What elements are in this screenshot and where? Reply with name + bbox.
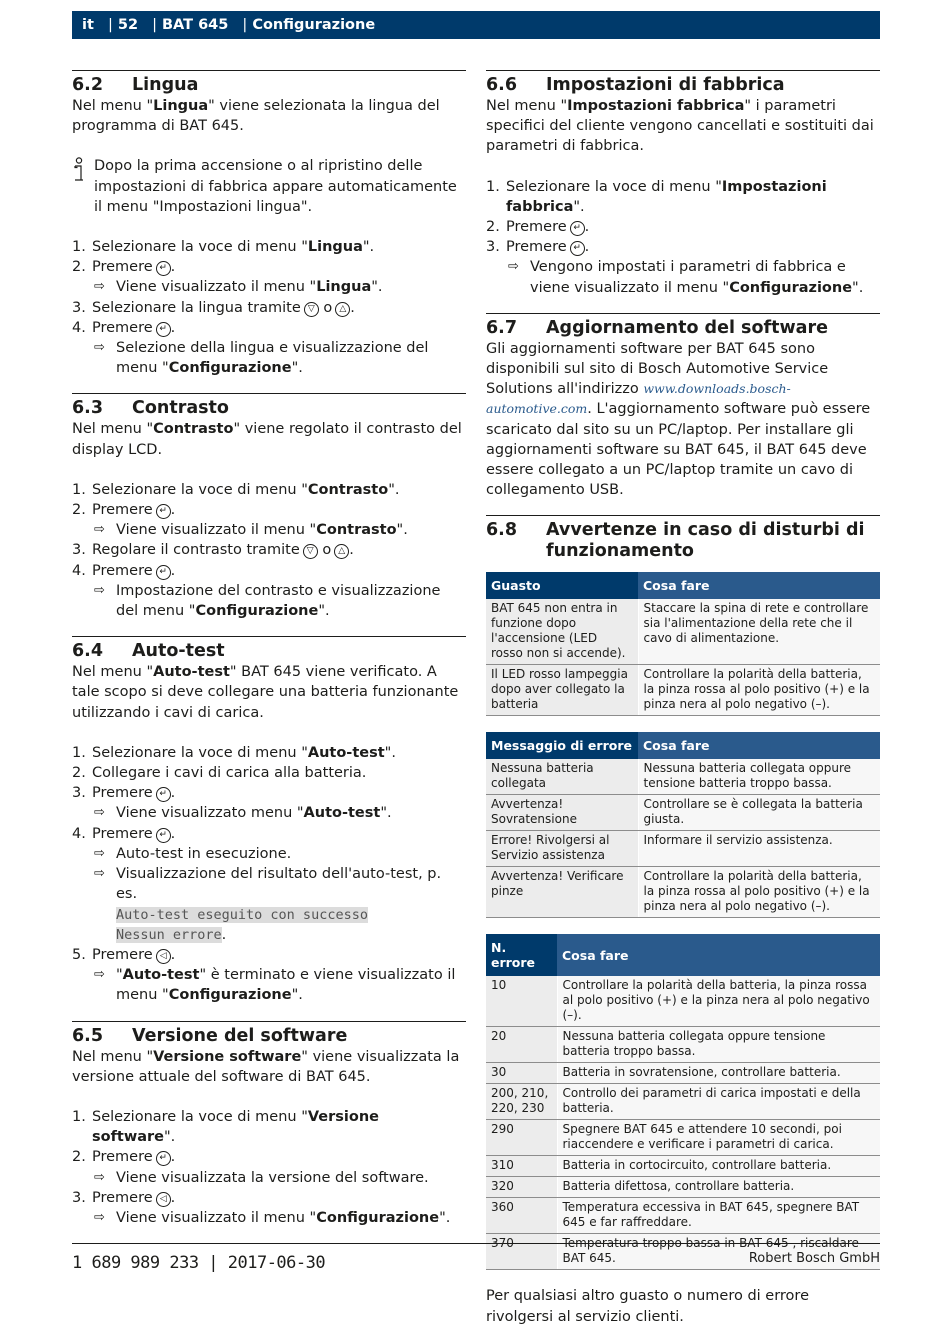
footer-divider <box>72 1243 880 1244</box>
step-result: ⇨ Auto-test in esecuzione. <box>72 844 466 864</box>
enter-key-icon: ↵ <box>156 565 171 580</box>
steps-list <box>72 743 466 1006</box>
section-versione-software <box>72 1021 466 1229</box>
left-column <box>72 70 466 1228</box>
right-column <box>486 70 880 1327</box>
table-header: Guasto <box>486 572 638 599</box>
steps-list <box>72 237 466 378</box>
table-row: Avvertenza! Verificare pinze Controllare la polarità della batteria, la pinza rossa al polo positivo (+) e la pinza nera al polo negativo (–). <box>486 867 880 918</box>
section-intro: Nel menu "Lingua" viene selezionata la lingua del programma di BAT 645. <box>72 98 440 135</box>
table-row: Errore! Rivolgersi al Servizio assistenza Informare il servizio assistenza. <box>486 831 880 867</box>
enter-key-icon: ↵ <box>570 241 585 256</box>
download-link[interactable]: www.downloads.bosch-automotive.com <box>486 381 791 417</box>
arrow-icon: ⇨ <box>94 1209 105 1225</box>
fault-table <box>486 572 880 716</box>
arrow-icon: ⇨ <box>94 866 105 882</box>
step-result: ⇨ Visualizzazione del risultato dell'auto-test, p. es. Auto-test eseguito con successo Nessun errore. <box>72 864 466 945</box>
table-row: 30 Batteria in sovratensione, controllare batteria. <box>486 1063 880 1084</box>
table-row: BAT 645 non entra in funzione dopo l'accensione (LED rosso non si accende). Staccare la spina di rete e controllare sia l'alimentazione della rete che il cavo di alimentazione. <box>486 599 880 665</box>
page-header: it | 52 | BAT 645 | Configurazione <box>72 11 880 39</box>
step: 2. Premere ↵ . <box>72 502 176 519</box>
header-product: BAT 645 <box>162 17 229 33</box>
arrow-icon: ⇨ <box>508 259 519 275</box>
error-code-table <box>486 934 880 1270</box>
section-impostazioni-fabbrica <box>486 70 880 298</box>
section-title: 6.6 Impostazioni di fabbrica <box>486 75 785 95</box>
table-header: Cosa fare <box>557 934 880 976</box>
arrow-icon: ⇨ <box>94 845 105 861</box>
step: 3. Premere ◁ . <box>72 1189 176 1206</box>
section-title: 6.4 Auto-test <box>72 641 225 662</box>
table-row: 320 Batteria difettosa, controllare batteria. <box>486 1177 880 1198</box>
enter-key-icon: ↵ <box>156 1151 171 1166</box>
table-header: Cosa fare <box>638 572 880 599</box>
section-title: 6.3 Contrasto <box>72 398 229 419</box>
table-row: 20 Nessuna batteria collegata oppure tensione batteria troppo bassa. <box>486 1027 880 1063</box>
back-key-icon: ◁ <box>156 949 171 964</box>
section-intro: Nel menu "Impostazioni fabbrica" i parametri specifici del cliente vengono cancellati e sostituiti dai parametri di fabbrica. <box>486 98 874 155</box>
section-intro: Nel menu "Versione software" viene visualizzata la versione attuale del software di BAT 645. <box>72 1048 460 1085</box>
table-row: 200, 210, 220, 230 Controllo dei parametri di carica impostati e della batteria. <box>486 1084 880 1120</box>
up-key-icon: △ <box>334 544 349 559</box>
table-row: Nessuna batteria collegata Nessuna batteria collegata oppure tensione batteria troppo bassa. <box>486 759 880 795</box>
step: 4. Premere ↵ . <box>72 319 176 336</box>
arrow-icon: ⇨ <box>94 340 105 356</box>
section-auto-test <box>72 636 466 1005</box>
table-row: Avvertenza! Sovratensione Controllare se è collegata la batteria giusta. <box>486 795 880 831</box>
section-intro: Nel menu "Contrasto" viene regolato il contrasto del display LCD. <box>72 421 462 458</box>
step-result: ⇨ Selezione della lingua e visualizzazione del menu "Configurazione". <box>72 338 466 378</box>
step: 4. Premere ↵ . <box>72 562 176 579</box>
down-key-icon: ▽ <box>303 544 318 559</box>
header-page: 52 <box>117 17 139 33</box>
header-lang: it <box>82 17 94 33</box>
enter-key-icon: ↵ <box>156 504 171 519</box>
table-row: 10 Controllare la polarità della batteria, la pinza rossa al polo positivo (+) e la pinza nera al polo negativo (–). <box>486 976 880 1027</box>
step: 3. Premere ↵ . <box>486 239 590 256</box>
step: 1. Selezionare la voce di menu "Contrasto". <box>72 481 400 498</box>
enter-key-icon: ↵ <box>156 261 171 276</box>
table-row: 360 Temperatura eccessiva in BAT 645, spegnere BAT 645 e far raffreddare. <box>486 1198 880 1234</box>
display-text: Nessun errore <box>116 926 222 943</box>
step: 5. Premere ◁ . <box>72 946 176 963</box>
display-text: Auto-test eseguito con successo <box>116 906 368 923</box>
step: 2. Collegare i cavi di carica alla batteria. <box>72 765 367 782</box>
footer-company: Robert Bosch GmbH <box>748 1251 880 1266</box>
section-text: Gli aggiornamenti software per BAT 645 sono disponibili sul sito di Bosch Automotive Service Solutions all'indirizzo www.downloads.bosch-automotive.com. L'aggiornamento software può essere scaricato dal sito su un PC/laptop. Per installare gli aggiornamenti software su BAT 645, il BAT 645 deve essere collegato a un PC/laptop tramite un cavo di collegamento USB. <box>486 340 871 499</box>
step-result: ⇨ Viene visualizzato il menu "Contrasto". <box>72 520 466 540</box>
table-row: 370 Temperatura troppo bassa in BAT 645 , riscaldare BAT 645. <box>486 1234 880 1270</box>
arrow-icon: ⇨ <box>94 967 105 983</box>
step: 3. Premere ↵ . <box>72 785 176 802</box>
enter-key-icon: ↵ <box>570 221 585 236</box>
error-message-table <box>486 732 880 918</box>
step: 2. Premere ↵ . <box>72 259 176 276</box>
note: Dopo la prima accensione o al ripristino delle impostazioni di fabbrica appare automaticamente il menu "Impostazioni lingua". <box>72 156 466 217</box>
closing-text: Per qualsiasi altro guasto o numero di errore rivolgersi al servizio clienti. <box>486 1288 809 1325</box>
arrow-icon: ⇨ <box>94 279 105 295</box>
enter-key-icon: ↵ <box>156 787 171 802</box>
up-key-icon: △ <box>335 302 350 317</box>
steps-list <box>72 1107 466 1228</box>
down-key-icon: ▽ <box>304 302 319 317</box>
enter-key-icon: ↵ <box>156 322 171 337</box>
table-header: N. errore <box>486 934 557 976</box>
section-title: 6.7 Aggiornamento del software <box>486 317 828 338</box>
step: 3. Regolare il contrasto tramite ▽ o △ . <box>72 542 354 559</box>
step: 3. Selezionare la lingua tramite ▽ o △ . <box>72 299 355 316</box>
step: 2. Premere ↵ . <box>72 1149 176 1166</box>
table-header: Cosa fare <box>638 732 880 759</box>
step-result: ⇨ Viene visualizzato il menu "Configurazione". <box>72 1208 466 1228</box>
step-result: ⇨ Viene visualizzata la versione del software. <box>72 1168 466 1188</box>
section-title: 6.2 Lingua <box>72 75 199 95</box>
step-result: ⇨ Vengono impostati i parametri di fabbrica e viene visualizzato il menu "Configurazione". <box>486 257 880 297</box>
step: 1. Selezionare la voce di menu "Impostazioni fabbrica". <box>486 178 827 215</box>
section-avvertenze <box>486 515 880 1326</box>
section-title: 6.8 Avvertenze in caso di disturbi di funzionamento <box>486 520 865 562</box>
section-intro: Nel menu "Auto-test" BAT 645 viene verificato. A tale scopo si deve collegare una batteria funzionante utilizzando i cavi di carica. <box>72 664 459 721</box>
table-row: 310 Batteria in cortocircuito, controllare batteria. <box>486 1156 880 1177</box>
step-result: ⇨ Viene visualizzato menu "Auto-test". <box>72 803 466 823</box>
arrow-icon: ⇨ <box>94 1169 105 1185</box>
table-row: Il LED rosso lampeggia dopo aver collegato la batteria Controllare la polarità della batteria, la pinza rossa al polo positivo (+) e la pinza nera al polo negativo (–). <box>486 665 880 716</box>
arrow-icon: ⇨ <box>94 582 105 598</box>
step: 1. Selezionare la voce di menu "Versione software". <box>72 1108 379 1146</box>
section-aggiornamento-software <box>486 313 880 501</box>
footer-document-id: 1 689 989 233 | 2017-06-30 <box>72 1253 326 1273</box>
steps-list <box>72 480 466 621</box>
section-contrasto <box>72 393 466 621</box>
section-title: 6.5 Versione del software <box>72 1025 348 1046</box>
back-key-icon: ◁ <box>156 1192 171 1207</box>
step: 1. Selezionare la voce di menu "Auto-test". <box>72 744 396 761</box>
arrow-icon: ⇨ <box>94 522 105 538</box>
arrow-icon: ⇨ <box>94 805 105 821</box>
enter-key-icon: ↵ <box>156 828 171 843</box>
steps-list <box>486 177 880 298</box>
section-lingua <box>72 70 466 378</box>
header-chapter: Configurazione <box>252 17 376 33</box>
step: 4. Premere ↵ . <box>72 825 176 842</box>
step-result: ⇨ "Auto-test" è terminato e viene visualizzato il menu "Configurazione". <box>72 965 466 1005</box>
step-result: ⇨ Viene visualizzato il menu "Lingua". <box>72 277 466 297</box>
step: 2. Premere ↵ . <box>486 219 590 236</box>
step-result: ⇨ Impostazione del contrasto e visualizzazione del menu "Configurazione". <box>72 581 466 621</box>
table-row: 290 Spegnere BAT 645 e attendere 10 secondi, poi riaccendere e verificare i parametri di carica. <box>486 1120 880 1156</box>
step: 1. Selezionare la voce di menu "Lingua". <box>72 239 375 256</box>
info-icon <box>72 156 94 217</box>
table-header: Messaggio di errore <box>486 732 638 759</box>
